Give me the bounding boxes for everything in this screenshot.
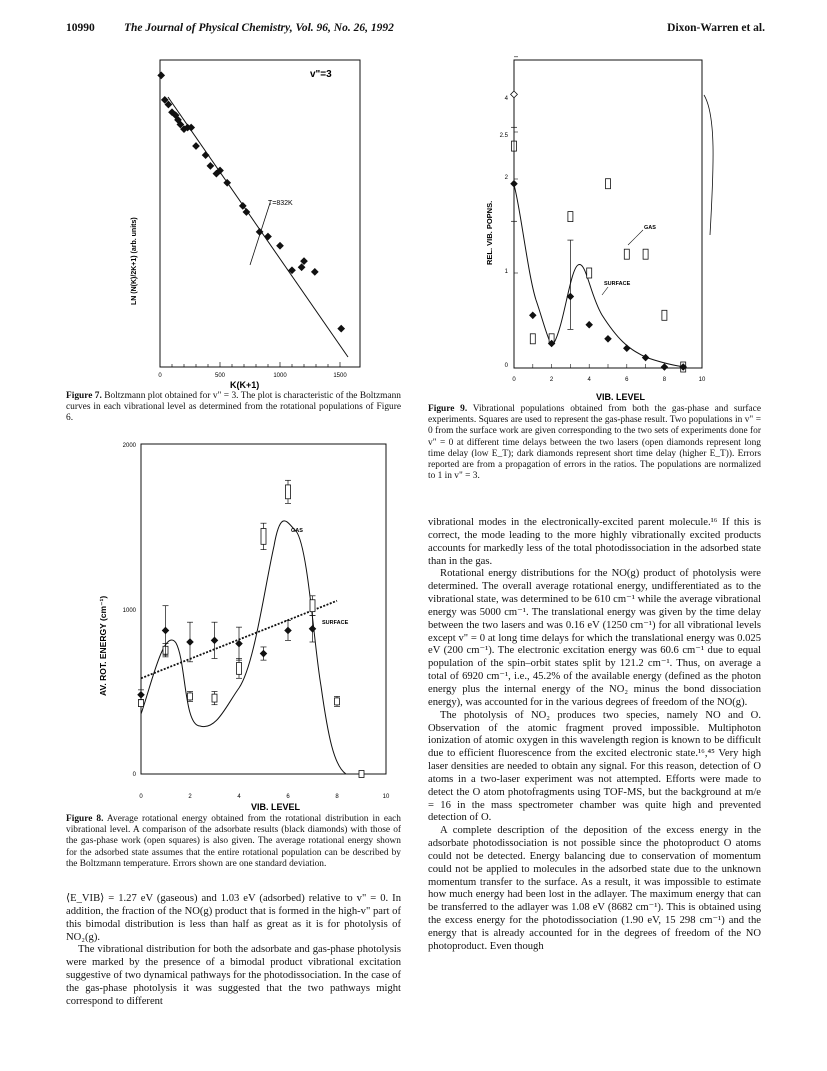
fig7-data-point (256, 229, 263, 236)
fig7-annotation: T=832K (268, 200, 293, 207)
fig8-surface-point (285, 627, 291, 633)
fig9-ytick: 2.5 (499, 133, 508, 139)
left-column-text (66, 893, 401, 1009)
fig7-data-point (158, 72, 165, 79)
fig9-gas-label: GAS (644, 225, 656, 231)
fig9-surface-point (661, 364, 667, 370)
fig9-ytick: 1 (504, 269, 508, 275)
fig8-gas-point (261, 528, 266, 544)
fig8-xtick: 8 (335, 794, 339, 800)
fig9-gas-point (643, 249, 648, 259)
fig8-gas-point (212, 694, 217, 702)
fig7-data-point (202, 152, 209, 159)
fig8-xtick: 4 (237, 794, 241, 800)
fig8-surface-point (138, 692, 144, 698)
fig8-surface-point (162, 627, 168, 633)
fig9-gas-point (530, 334, 535, 344)
fig9-surface-point (530, 312, 536, 318)
right-paragraph-4: A complete description of the deposition of the excess energy in the adsorbate photodissociation is not possible since the photoproduct O atoms could not be detected. Energy balancing due to conservation of momentum could not be applied to molecules in the adsorbed state due to the unknown momentum transfer to the surface. As a result, it was impossible to estimate how much energy had been lost in the adlayer. The maximum energy that can be transferred to the adlayer was 1.08 eV (8682 cm⁻¹). This is obtained using the excess energy for the photodissociation (1.90 eV, 15 298 cm⁻¹) and the energy that is already accounted for in the degrees of freedom of the NO photoproduct. Even though (428, 825, 761, 952)
figure-9-caption: Figure 9. Vibrational populations obtained from both the gas-phase and surface experiments. Squares are used to represent the gas-phase result. Two populations in v" = 0 from the surface work are given corresponding to the two sets of experiments done for v" = 0 at different time delays between the two lasers (open diamonds represent long time delay (low E_T); dark diamonds represent short time delay (higher E_T)). Errors reported are from a propagation of errors in the ratios. The populations are normalized to 1 in v" = 3. (428, 404, 761, 482)
fig9-surface-curve (514, 185, 686, 367)
fig8-surface-label: SURFACE (322, 620, 349, 626)
fig9-xtick: 10 (698, 377, 706, 383)
fig8-surface-point (236, 640, 242, 646)
left-paragraph-2: The vibrational distribution for both the adsorbate and gas-phase photolysis were marked by the presence of a bimodal product vibrational excitation suggestive of two dynamical pathways for the photodissociation. In the case of the gas-phase photolysis it was suggested that the two pathways might correspond to different (66, 944, 401, 1007)
fig9-surface-point (511, 181, 517, 187)
fig8-surface-point (309, 626, 315, 632)
fig7-level-label: v"=3 (310, 69, 332, 80)
fig8-gas-point (139, 700, 144, 707)
fig9-gas-point (587, 268, 592, 278)
figure-9-vibrational-populations (478, 55, 718, 403)
fig8-surface-point (211, 637, 217, 643)
fig7-xtick: 0 (158, 373, 162, 379)
fig7-xtick: 1000 (273, 373, 287, 379)
fig8-gas-point (335, 698, 340, 705)
fig8-gas-point (310, 600, 315, 612)
fig9-xtick: 0 (512, 377, 516, 383)
fig7-xlabel: K(K+1) (230, 380, 260, 390)
right-column-text (428, 517, 761, 954)
journal-title: The Journal of Physical Chemistry, Vol. 96, No. 26, 1992 (124, 22, 394, 34)
right-paragraph-3: The photolysis of NO₂ produces two species, namely NO and O. Observation of the atomic fragment proved impossible. Multiphoton ionization of atomic oxygen in this wavelength region is known to be difficult due to efficient fluorescence from the excited electronic state.¹⁶,⁴⁵ Very high laser densities are needed to obtain any signal. For this reason, detection of O atoms in a two-laser experiment was not attempted. Efforts were made to detect the O atom photofragments using TOF-MS, but the background at m/e = 16 in the mass spectrometer chamber was quite high and prevented detection of O. (428, 709, 761, 824)
fig8-gas-point (286, 485, 291, 499)
fig9-surface-point (586, 322, 592, 328)
fig8-xtick: 0 (139, 794, 143, 800)
fig9-gas-point (568, 212, 573, 222)
author-header: Dixon-Warren et al. (667, 22, 765, 34)
fig8-ylabel: AV. ROT. ENERGY (cm⁻¹) (98, 595, 108, 696)
fig9-ylabel: REL. VIB. POPNS. (485, 200, 494, 265)
fig9-ytick: 0 (504, 363, 508, 369)
fig9-gas-point (606, 179, 611, 189)
figure-8-caption: Figure 8. Average rotational energy obtained from the rotational distribution in each vibrational level. A comparison of the adsorbate results (black diamonds) with those of the gas-phase work (open squares) is also given. The average rotational energy shown for the adsorbed state assumes that the entire rotational population can be described by the Boltzmann temperature. Errors shown are one standard deviation. (66, 814, 401, 869)
fig9-xtick: 4 (587, 377, 591, 383)
fig8-ytick: 2000 (122, 443, 136, 449)
fig7-data-point (338, 325, 345, 332)
fig9-surface-open-point (511, 91, 518, 98)
fig7-data-point (312, 269, 319, 276)
fig9-gas-point (624, 249, 629, 259)
fig9-xlabel: VIB. LEVEL (596, 392, 646, 402)
fig9-ytick: 2 (504, 175, 508, 181)
fig8-gas-point (237, 662, 242, 674)
fig9-surface-point (624, 345, 630, 351)
fig9-ytick: 4 (504, 96, 508, 102)
left-paragraph-1: ⟨E_VIB⟩ = 1.27 eV (gaseous) and 1.03 eV (adsorbed) relative to v" = 0. In addition, the fraction of the NO(g) product that is formed in the high-v" part of this bimodal distribution is less than half as great as it is for photolysis of NO₂(g). (66, 893, 401, 943)
fig7-data-point (207, 163, 214, 170)
fig7-ylabel: LN (N(K)/2K+1) (arb. units) (131, 217, 138, 305)
right-paragraph-2: Rotational energy distributions for the NO(g) product of photolysis were determined. The overall average rotational energy, undifferentiated as to the vibrational state, was determined to be 610 cm⁻¹ while the average vibrational energy was 5000 cm⁻¹. The translational energy was given by the time delay between the two lasers and was 0.16 eV (1250 cm⁻¹) for all vibrational levels except v" = 0 at long time delays for which the translational energy was 0.025 eV (200 cm⁻¹). The electronic excitation energy was 60.6 cm⁻¹ due to equal population of the spin–orbit states split by 121.2 cm⁻¹. Thus, on average a total of 6920 cm⁻¹, i.e., 45.2% of the available energy (defined as the photon energy plus the internal energy of the NO₂ minus the bond dissociation energy), was accounted for in the various degrees of freedom of the NO(g). (428, 568, 761, 708)
fig9-surface-label: SURFACE (604, 281, 631, 287)
fig9-xtick: 8 (662, 377, 667, 383)
fig7-data-point (277, 242, 284, 249)
fig8-surface-point (260, 650, 266, 656)
fig8-gas-label: GAS (291, 528, 303, 534)
fig8-xtick: 6 (286, 794, 290, 800)
fig7-xtick: 1500 (333, 373, 347, 379)
fig8-ytick: 1000 (122, 608, 136, 614)
figure-8-rotational-energy (66, 436, 401, 811)
fig8-xlabel: VIB. LEVEL (251, 802, 301, 811)
fig9-xtick: 2 (549, 377, 554, 383)
fig8-gas-point (359, 771, 364, 778)
right-paragraph-1: vibrational modes in the electronically-excited parent molecule.¹⁶ If this is correct, the mode leading to the more highly vibrationally excited products accounts for markedly less of the total photodissociation in the adsorbed state than in the gas. (428, 517, 761, 567)
fig7-data-point (193, 143, 200, 150)
fig7-xtick: 500 (214, 373, 226, 379)
figure-7-caption: Figure 7. Boltzmann plot obtained for v" = 3. The plot is characteristic of the Boltzmann curves in each vibrational level as determined from the rotational populations of Figure 6. (66, 391, 401, 424)
fig9-xtick: 6 (625, 377, 629, 383)
fig9-gas-point (662, 310, 667, 320)
figure-7-boltzmann-plot (110, 55, 370, 390)
page-number: 10990 (66, 22, 95, 34)
fig8-gas-curve (141, 521, 354, 774)
fig7-data-point (298, 264, 305, 271)
fig7-data-point (301, 258, 308, 265)
fig9-surface-point (605, 336, 611, 342)
fig8-ytick: 0 (132, 772, 136, 778)
fig9-surface-point (642, 354, 648, 360)
fig8-surface-point (187, 639, 193, 645)
fig8-xtick: 2 (188, 794, 192, 800)
fig8-gas-point (188, 693, 193, 700)
fig8-xtick: 10 (382, 794, 390, 800)
